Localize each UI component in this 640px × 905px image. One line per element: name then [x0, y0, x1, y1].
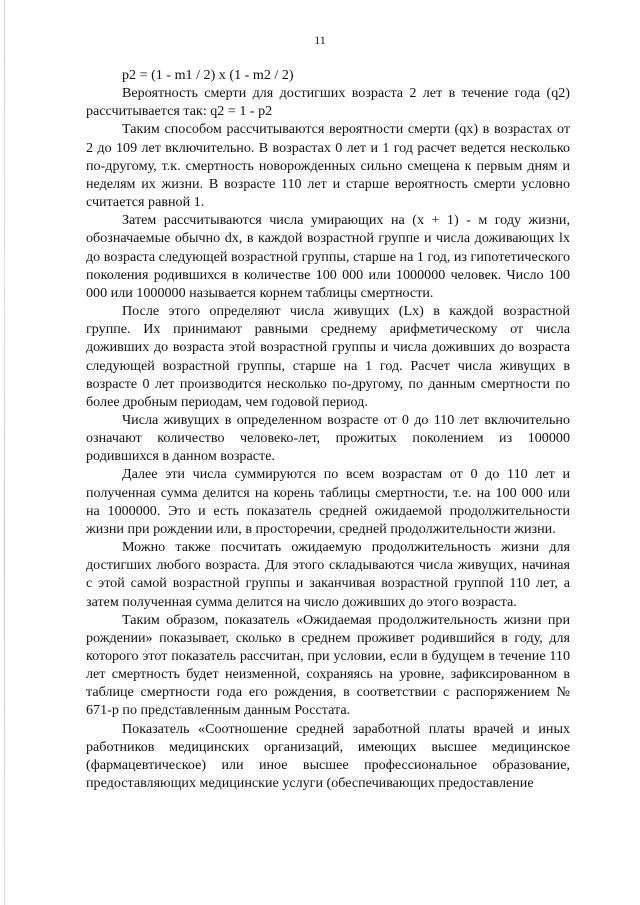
page-number: 11 — [314, 33, 326, 47]
paragraph: Вероятность смерти для достигших возраста 2 лет в течение года (q2) рассчитывается так: q2 = 1 - p2 — [86, 85, 570, 120]
paragraph: Затем рассчитываются числа умирающих на (x + 1) - м году жизни, обозначаемые обычно dx, в каждой возрастной группе и числа доживающих lx до возраста следующей возрастной группы, старше на 1 год, из гипотетического поколения родившихся в количестве 100 000 или 1000000 человек. Число 100 000 или 1000000 называется корнем таблицы смертности. — [86, 212, 570, 301]
paragraph: Показатель «Соотношение средней заработной платы врачей и иных работников медицинских организаций, имеющих высшее медицинское (фармацевтическое) или иное высшее профессиональное образование, предоставляющих медицинские услуги (обеспечивающих предоставление — [86, 720, 570, 792]
scan-edge — [4, 0, 5, 905]
paragraph: Далее эти числа суммируются по всем возрастам от 0 до 110 лет и полученная сумма делится на корень таблицы смертности, т.е. на 100 000 или на 1000000. Это и есть показатель средней ожидаемой продолжительности жизни при рождении или, в просторечии, средней продолжительности жизни. — [86, 466, 570, 537]
paragraph: Можно также посчитать ожидаемую продолжительность жизни для достигших любого возраста. Для этого складываются числа живущих, начиная с этой самой возрастной группы и заканчивая возрастной группой 110 лет, а затем полученная сумма делится на число доживших до этого возраста. — [86, 539, 570, 610]
paragraph: Таким способом рассчитываются вероятности смерти (qx) в возрастах от 2 до 109 лет включительно. В возрастах 0 лет и 1 год расчет ведется несколько по-другому, т.к. смертность новорожденных сильно смещена к первым дням и неделям их жизни. В возрасте 110 лет и старше вероятность смерти условно считается равной 1. — [86, 121, 570, 211]
paragraph: Числа живущих в определенном возрасте от 0 до 110 лет включительно означают количество человеко-лет, прожитых поколением из 100000 родившихся в данном возрасте. — [86, 411, 570, 465]
body-text — [86, 66, 570, 792]
paragraph: Таким образом, показатель «Ожидаемая продолжительность жизни при рождении» показывает, сколько в среднем проживет родившийся в году, для которого этот показатель рассчитан, при условии, если в будущем в течение 110 лет смертность будет неизменной, сохраняясь на уровне, зафиксированном в таблице смертности года его рождения, в соответствии с распоряжением № 671-р по представленным данным Росстата. — [86, 611, 570, 719]
formula-line: p2 = (1 - m1 / 2) x (1 - m2 / 2) — [122, 67, 294, 83]
paragraph: После этого определяют числа живущих (Lx) в каждой возрастной группе. Их принимают равными среднему арифметическому от числа доживших до возраста этой возрастной группы и числа доживших до возраста следующей возрастной группы, старше на 1 год. Расчет числа живущих в возрасте 0 лет производится несколько по-другому, по данным смертности по более дробным периодам, чем годовой период. — [86, 303, 570, 410]
